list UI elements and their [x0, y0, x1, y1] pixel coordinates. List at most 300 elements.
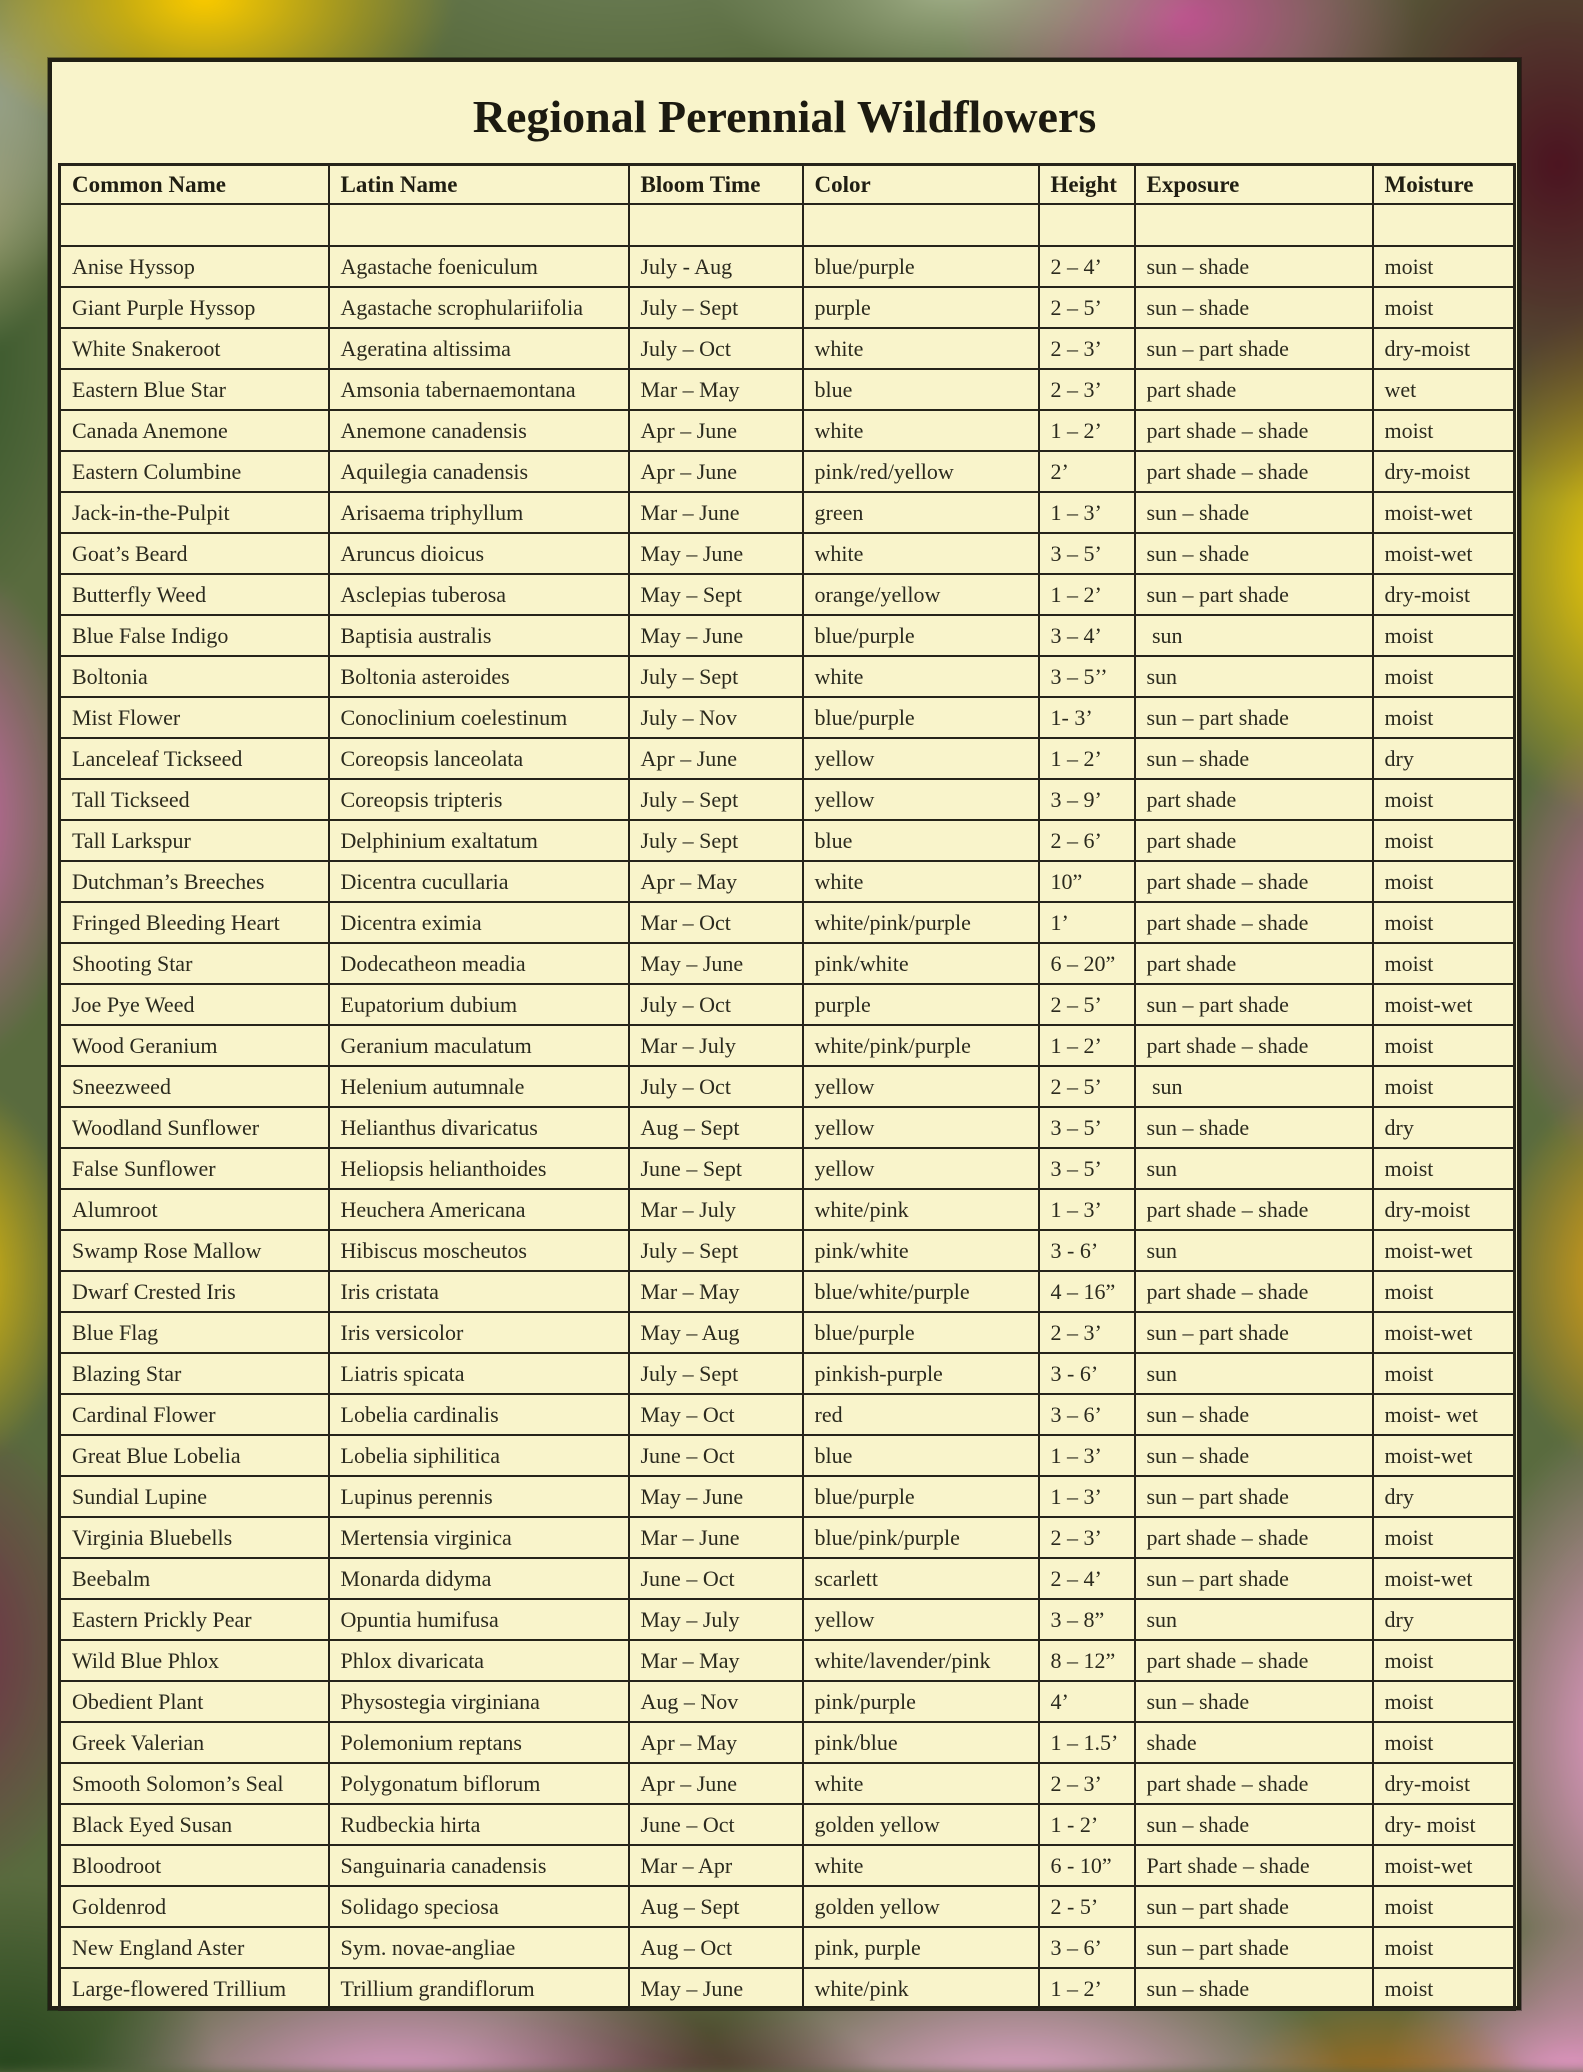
cell-common-name: New England Aster — [60, 1927, 329, 1968]
cell-exposure: sun — [1135, 656, 1373, 697]
col-header-color: Color — [803, 165, 1039, 205]
cell-common-name: Wood Geranium — [60, 1025, 329, 1066]
cell-height: 3 – 9’ — [1039, 779, 1135, 820]
cell-bloom-time: July – Sept — [629, 1353, 803, 1394]
cell-moisture: moist — [1373, 287, 1515, 328]
cell-exposure: part shade – shade — [1135, 1517, 1373, 1558]
cell-latin-name: Amsonia tabernaemontana — [329, 369, 629, 410]
cell-common-name: Sundial Lupine — [60, 1476, 329, 1517]
cell-height: 2 – 3’ — [1039, 1517, 1135, 1558]
cell-moisture: moist-wet — [1373, 984, 1515, 1025]
cell-common-name: Eastern Prickly Pear — [60, 1599, 329, 1640]
cell-latin-name: Ageratina altissima — [329, 328, 629, 369]
cell-common-name: Shooting Star — [60, 943, 329, 984]
cell-moisture: moist — [1373, 697, 1515, 738]
cell-moisture: dry- moist — [1373, 1804, 1515, 1845]
cell-latin-name: Helenium autumnale — [329, 1066, 629, 1107]
cell-bloom-time: Apr – June — [629, 738, 803, 779]
cell-height: 2 – 3’ — [1039, 369, 1135, 410]
cell-exposure: part shade – shade — [1135, 1763, 1373, 1804]
cell-common-name: Smooth Solomon’s Seal — [60, 1763, 329, 1804]
cell-latin-name: Coreopsis tripteris — [329, 779, 629, 820]
cell-height: 2’ — [1039, 451, 1135, 492]
cell-color: white/pink — [803, 1968, 1039, 2010]
cell-moisture: moist — [1373, 1886, 1515, 1927]
cell-color: golden yellow — [803, 1804, 1039, 1845]
cell-exposure: part shade – shade — [1135, 451, 1373, 492]
cell-bloom-time: June – Oct — [629, 1435, 803, 1476]
cell-moisture: moist-wet — [1373, 533, 1515, 574]
cell-moisture: dry-moist — [1373, 451, 1515, 492]
spacer-cell — [629, 204, 803, 246]
cell-height: 2 – 3’ — [1039, 1763, 1135, 1804]
col-header-exposure: Exposure — [1135, 165, 1373, 205]
cell-common-name: Lanceleaf Tickseed — [60, 738, 329, 779]
cell-bloom-time: Mar – June — [629, 492, 803, 533]
cell-color: white — [803, 328, 1039, 369]
cell-common-name: Goldenrod — [60, 1886, 329, 1927]
cell-exposure: sun – part shade — [1135, 1476, 1373, 1517]
cell-color: blue/purple — [803, 615, 1039, 656]
cell-moisture: moist-wet — [1373, 1558, 1515, 1599]
table-row — [60, 1804, 1515, 1845]
cell-moisture: moist-wet — [1373, 1435, 1515, 1476]
cell-height: 2 – 3’ — [1039, 328, 1135, 369]
cell-latin-name: Opuntia humifusa — [329, 1599, 629, 1640]
cell-moisture: moist — [1373, 820, 1515, 861]
cell-height: 1 – 2’ — [1039, 574, 1135, 615]
cell-height: 1 – 2’ — [1039, 738, 1135, 779]
cell-common-name: White Snakeroot — [60, 328, 329, 369]
table-row — [60, 943, 1515, 984]
table-row — [60, 1189, 1515, 1230]
cell-common-name: Blue Flag — [60, 1312, 329, 1353]
cell-bloom-time: Apr – May — [629, 861, 803, 902]
cell-latin-name: Dicentra eximia — [329, 902, 629, 943]
table-row — [60, 1025, 1515, 1066]
cell-height: 3 – 6’ — [1039, 1927, 1135, 1968]
table-row — [60, 697, 1515, 738]
cell-exposure: sun – part shade — [1135, 574, 1373, 615]
cell-height: 1 – 2’ — [1039, 410, 1135, 451]
table-row — [60, 492, 1515, 533]
table-row — [60, 533, 1515, 574]
table-row — [60, 1517, 1515, 1558]
cell-latin-name: Iris versicolor — [329, 1312, 629, 1353]
cell-moisture: moist — [1373, 615, 1515, 656]
cell-bloom-time: May – June — [629, 1476, 803, 1517]
cell-bloom-time: May – June — [629, 533, 803, 574]
cell-exposure: sun — [1135, 1066, 1373, 1107]
spacer-row — [60, 204, 1515, 246]
cell-exposure: part shade — [1135, 943, 1373, 984]
cell-latin-name: Agastache scrophulariifolia — [329, 287, 629, 328]
cell-color: white — [803, 1763, 1039, 1804]
cell-height: 3 – 4’ — [1039, 615, 1135, 656]
cell-moisture: dry-moist — [1373, 1189, 1515, 1230]
cell-common-name: Black Eyed Susan — [60, 1804, 329, 1845]
table-row — [60, 1927, 1515, 1968]
table-row — [60, 1312, 1515, 1353]
cell-height: 6 – 20” — [1039, 943, 1135, 984]
cell-moisture: moist — [1373, 1025, 1515, 1066]
cell-moisture: dry-moist — [1373, 574, 1515, 615]
cell-common-name: Anise Hyssop — [60, 246, 329, 287]
cell-exposure: sun – part shade — [1135, 1886, 1373, 1927]
cell-common-name: Mist Flower — [60, 697, 329, 738]
cell-height: 1 – 3’ — [1039, 1476, 1135, 1517]
cell-color: pink/purple — [803, 1681, 1039, 1722]
table-row — [60, 1599, 1515, 1640]
col-header-moisture: Moisture — [1373, 165, 1515, 205]
cell-bloom-time: Aug – Oct — [629, 1927, 803, 1968]
col-header-latin-name: Latin Name — [329, 165, 629, 205]
cell-height: 1 - 2’ — [1039, 1804, 1135, 1845]
cell-bloom-time: Mar – July — [629, 1189, 803, 1230]
cell-bloom-time: July – Nov — [629, 697, 803, 738]
spacer-cell — [1135, 204, 1373, 246]
cell-latin-name: Boltonia asteroides — [329, 656, 629, 697]
cell-common-name: Beebalm — [60, 1558, 329, 1599]
cell-exposure: sun – part shade — [1135, 1312, 1373, 1353]
cell-bloom-time: Mar – June — [629, 1517, 803, 1558]
table-row — [60, 1230, 1515, 1271]
cell-exposure: sun – shade — [1135, 738, 1373, 779]
spacer-cell — [1373, 204, 1515, 246]
cell-moisture: moist-wet — [1373, 1230, 1515, 1271]
cell-bloom-time: Apr – June — [629, 1763, 803, 1804]
cell-moisture: moist — [1373, 1148, 1515, 1189]
cell-exposure: sun – part shade — [1135, 984, 1373, 1025]
cell-common-name: Blazing Star — [60, 1353, 329, 1394]
cell-color: yellow — [803, 779, 1039, 820]
spacer-cell — [803, 204, 1039, 246]
cell-latin-name: Coreopsis lanceolata — [329, 738, 629, 779]
cell-latin-name: Lupinus perennis — [329, 1476, 629, 1517]
cell-latin-name: Trillium grandiflorum — [329, 1968, 629, 2010]
table-row — [60, 1107, 1515, 1148]
cell-height: 1 – 3’ — [1039, 492, 1135, 533]
cell-exposure: sun – shade — [1135, 492, 1373, 533]
cell-bloom-time: Mar – July — [629, 1025, 803, 1066]
cell-height: 4’ — [1039, 1681, 1135, 1722]
cell-exposure: sun — [1135, 1599, 1373, 1640]
table-row — [60, 738, 1515, 779]
cell-moisture: moist — [1373, 902, 1515, 943]
cell-latin-name: Heuchera Americana — [329, 1189, 629, 1230]
cell-latin-name: Monarda didyma — [329, 1558, 629, 1599]
table-row — [60, 369, 1515, 410]
table-row — [60, 1476, 1515, 1517]
cell-common-name: Eastern Blue Star — [60, 369, 329, 410]
cell-latin-name: Geranium maculatum — [329, 1025, 629, 1066]
spacer-cell — [1039, 204, 1135, 246]
cell-moisture: dry — [1373, 1599, 1515, 1640]
cell-latin-name: Solidago speciosa — [329, 1886, 629, 1927]
cell-bloom-time: Mar – Apr — [629, 1845, 803, 1886]
cell-exposure: part shade – shade — [1135, 1189, 1373, 1230]
cell-color: blue — [803, 820, 1039, 861]
cell-height: 10” — [1039, 861, 1135, 902]
cell-common-name: Goat’s Beard — [60, 533, 329, 574]
table-row — [60, 861, 1515, 902]
cell-exposure: part shade – shade — [1135, 902, 1373, 943]
table-row — [60, 820, 1515, 861]
cell-common-name: Greek Valerian — [60, 1722, 329, 1763]
cell-color: pink, purple — [803, 1927, 1039, 1968]
cell-moisture: moist — [1373, 1353, 1515, 1394]
table-row — [60, 1271, 1515, 1312]
table-row — [60, 1968, 1515, 2010]
cell-latin-name: Aquilegia canadensis — [329, 451, 629, 492]
cell-moisture: moist-wet — [1373, 492, 1515, 533]
cell-latin-name: Dicentra cucullaria — [329, 861, 629, 902]
cell-exposure: sun – shade — [1135, 1435, 1373, 1476]
cell-common-name: Wild Blue Phlox — [60, 1640, 329, 1681]
cell-bloom-time: June – Oct — [629, 1558, 803, 1599]
cell-bloom-time: May – Sept — [629, 574, 803, 615]
cell-exposure: part shade – shade — [1135, 861, 1373, 902]
page-title: Regional Perennial Wildflowers — [472, 91, 1097, 142]
cell-moisture: dry — [1373, 738, 1515, 779]
cell-latin-name: Lobelia siphilitica — [329, 1435, 629, 1476]
cell-height: 4 – 16” — [1039, 1271, 1135, 1312]
cell-color: white — [803, 861, 1039, 902]
cell-common-name: Butterfly Weed — [60, 574, 329, 615]
cell-bloom-time: July – Sept — [629, 656, 803, 697]
cell-latin-name: Aruncus dioicus — [329, 533, 629, 574]
cell-common-name: Obedient Plant — [60, 1681, 329, 1722]
cell-common-name: Giant Purple Hyssop — [60, 287, 329, 328]
cell-exposure: sun – part shade — [1135, 1927, 1373, 1968]
cell-height: 2 – 4’ — [1039, 1558, 1135, 1599]
cell-common-name: Jack-in-the-Pulpit — [60, 492, 329, 533]
table-row — [60, 246, 1515, 287]
cell-common-name: Large-flowered Trillium — [60, 1968, 329, 2010]
table-row — [60, 1763, 1515, 1804]
cell-exposure: sun – shade — [1135, 1394, 1373, 1435]
cell-common-name: Dutchman’s Breeches — [60, 861, 329, 902]
cell-color: yellow — [803, 1066, 1039, 1107]
cell-latin-name: Dodecatheon meadia — [329, 943, 629, 984]
cell-color: white — [803, 1845, 1039, 1886]
cell-bloom-time: Apr – May — [629, 1722, 803, 1763]
table-row — [60, 615, 1515, 656]
cell-color: yellow — [803, 738, 1039, 779]
cell-color: blue/purple — [803, 697, 1039, 738]
cell-common-name: Canada Anemone — [60, 410, 329, 451]
cell-bloom-time: Apr – June — [629, 451, 803, 492]
wildflowers-table — [58, 163, 1516, 2011]
cell-bloom-time: Mar – Oct — [629, 902, 803, 943]
cell-color: pinkish-purple — [803, 1353, 1039, 1394]
cell-height: 1 – 3’ — [1039, 1189, 1135, 1230]
cell-common-name: Dwarf Crested Iris — [60, 1271, 329, 1312]
cell-color: orange/yellow — [803, 574, 1039, 615]
cell-height: 2 – 5’ — [1039, 287, 1135, 328]
cell-latin-name: Delphinium exaltatum — [329, 820, 629, 861]
cell-exposure: Part shade – shade — [1135, 1845, 1373, 1886]
col-header-height: Height — [1039, 165, 1135, 205]
cell-bloom-time: May – Oct — [629, 1394, 803, 1435]
cell-common-name: Tall Tickseed — [60, 779, 329, 820]
cell-color: pink/white — [803, 1230, 1039, 1271]
table-body — [60, 246, 1515, 2010]
cell-exposure: part shade – shade — [1135, 1271, 1373, 1312]
cell-latin-name: Helianthus divaricatus — [329, 1107, 629, 1148]
cell-exposure: sun – shade — [1135, 1681, 1373, 1722]
cell-moisture: moist — [1373, 1640, 1515, 1681]
cell-exposure: sun – part shade — [1135, 697, 1373, 738]
cell-color: pink/white — [803, 943, 1039, 984]
cell-height: 1- 3’ — [1039, 697, 1135, 738]
cell-color: blue/pink/purple — [803, 1517, 1039, 1558]
cell-color: pink/blue — [803, 1722, 1039, 1763]
cell-exposure: part shade – shade — [1135, 1640, 1373, 1681]
cell-latin-name: Physostegia virginiana — [329, 1681, 629, 1722]
table-row — [60, 1066, 1515, 1107]
table-row — [60, 984, 1515, 1025]
cell-exposure: sun – shade — [1135, 1968, 1373, 2010]
cell-height: 3 – 5’ — [1039, 1148, 1135, 1189]
cell-color: pink/red/yellow — [803, 451, 1039, 492]
cell-height: 2 – 5’ — [1039, 1066, 1135, 1107]
cell-latin-name: Lobelia cardinalis — [329, 1394, 629, 1435]
cell-height: 6 - 10” — [1039, 1845, 1135, 1886]
cell-latin-name: Iris cristata — [329, 1271, 629, 1312]
table-row — [60, 287, 1515, 328]
cell-height: 3 - 6’ — [1039, 1230, 1135, 1271]
cell-moisture: moist — [1373, 861, 1515, 902]
cell-color: white — [803, 656, 1039, 697]
table-row — [60, 1681, 1515, 1722]
col-header-bloom-time: Bloom Time — [629, 165, 803, 205]
cell-common-name: Swamp Rose Mallow — [60, 1230, 329, 1271]
cell-bloom-time: July – Sept — [629, 779, 803, 820]
table-row — [60, 656, 1515, 697]
header-row — [60, 165, 1515, 205]
cell-moisture: moist — [1373, 410, 1515, 451]
cell-latin-name: Polygonatum biflorum — [329, 1763, 629, 1804]
cell-exposure: sun – shade — [1135, 1107, 1373, 1148]
cell-color: blue/purple — [803, 246, 1039, 287]
table-row — [60, 1640, 1515, 1681]
cell-bloom-time: July – Oct — [629, 1066, 803, 1107]
cell-exposure: sun — [1135, 1148, 1373, 1189]
cell-bloom-time: July – Sept — [629, 820, 803, 861]
cell-common-name: Joe Pye Weed — [60, 984, 329, 1025]
cell-latin-name: Phlox divaricata — [329, 1640, 629, 1681]
cell-moisture: moist — [1373, 1271, 1515, 1312]
cell-moisture: dry — [1373, 1107, 1515, 1148]
table-row — [60, 1886, 1515, 1927]
cell-color: golden yellow — [803, 1886, 1039, 1927]
cell-latin-name: Arisaema triphyllum — [329, 492, 629, 533]
table-row — [60, 1558, 1515, 1599]
cell-moisture: moist — [1373, 1066, 1515, 1107]
cell-latin-name: Sym. novae-angliae — [329, 1927, 629, 1968]
cell-moisture: moist- wet — [1373, 1394, 1515, 1435]
cell-latin-name: Baptisia australis — [329, 615, 629, 656]
cell-latin-name: Polemonium reptans — [329, 1722, 629, 1763]
cell-bloom-time: May – July — [629, 1599, 803, 1640]
cell-color: blue — [803, 1435, 1039, 1476]
cell-bloom-time: Mar – May — [629, 1640, 803, 1681]
table-row — [60, 328, 1515, 369]
cell-height: 3 – 6’ — [1039, 1394, 1135, 1435]
cell-color: blue/white/purple — [803, 1271, 1039, 1312]
cell-exposure: sun – part shade — [1135, 1558, 1373, 1599]
cell-bloom-time: May – June — [629, 943, 803, 984]
spacer-cell — [60, 204, 329, 246]
table-row — [60, 1148, 1515, 1189]
cell-latin-name: Hibiscus moscheutos — [329, 1230, 629, 1271]
cell-height: 3 – 5’ — [1039, 533, 1135, 574]
cell-exposure: sun – shade — [1135, 1804, 1373, 1845]
cell-color: purple — [803, 287, 1039, 328]
cell-exposure: part shade – shade — [1135, 410, 1373, 451]
cell-moisture: moist-wet — [1373, 1312, 1515, 1353]
cell-moisture: moist — [1373, 656, 1515, 697]
cell-height: 2 – 6’ — [1039, 820, 1135, 861]
cell-exposure: sun – shade — [1135, 533, 1373, 574]
cell-color: yellow — [803, 1599, 1039, 1640]
cell-latin-name: Anemone canadensis — [329, 410, 629, 451]
cell-exposure: sun — [1135, 615, 1373, 656]
cell-moisture: moist — [1373, 1968, 1515, 2010]
cell-moisture: moist — [1373, 1517, 1515, 1558]
cell-common-name: Tall Larkspur — [60, 820, 329, 861]
cell-moisture: moist-wet — [1373, 1845, 1515, 1886]
cell-bloom-time: May – June — [629, 1968, 803, 2010]
cell-exposure: part shade – shade — [1135, 1025, 1373, 1066]
cell-common-name: Sneezweed — [60, 1066, 329, 1107]
cell-bloom-time: July – Oct — [629, 984, 803, 1025]
cell-height: 2 – 5’ — [1039, 984, 1135, 1025]
cell-moisture: moist — [1373, 1927, 1515, 1968]
cell-common-name: Woodland Sunflower — [60, 1107, 329, 1148]
cell-common-name: Eastern Columbine — [60, 451, 329, 492]
cell-exposure: part shade — [1135, 369, 1373, 410]
cell-height: 2 – 4’ — [1039, 246, 1135, 287]
table-row — [60, 1353, 1515, 1394]
cell-common-name: Virginia Bluebells — [60, 1517, 329, 1558]
cell-bloom-time: Aug – Sept — [629, 1886, 803, 1927]
cell-latin-name: Rudbeckia hirta — [329, 1804, 629, 1845]
cell-moisture: dry-moist — [1373, 1763, 1515, 1804]
cell-bloom-time: July - Aug — [629, 246, 803, 287]
table-row — [60, 410, 1515, 451]
cell-moisture: dry — [1373, 1476, 1515, 1517]
cell-color: blue/purple — [803, 1476, 1039, 1517]
cell-color: green — [803, 492, 1039, 533]
table-row — [60, 574, 1515, 615]
table-row — [60, 902, 1515, 943]
cell-latin-name: Mertensia virginica — [329, 1517, 629, 1558]
cell-latin-name: Asclepias tuberosa — [329, 574, 629, 615]
col-header-common-name: Common Name — [60, 165, 329, 205]
cell-color: white/pink/purple — [803, 1025, 1039, 1066]
table-row — [60, 1394, 1515, 1435]
cell-latin-name: Conoclinium coelestinum — [329, 697, 629, 738]
cell-moisture: moist — [1373, 1681, 1515, 1722]
cell-common-name: False Sunflower — [60, 1148, 329, 1189]
cell-color: white — [803, 410, 1039, 451]
cell-common-name: Boltonia — [60, 656, 329, 697]
cell-exposure: shade — [1135, 1722, 1373, 1763]
cell-color: red — [803, 1394, 1039, 1435]
cell-color: blue — [803, 369, 1039, 410]
